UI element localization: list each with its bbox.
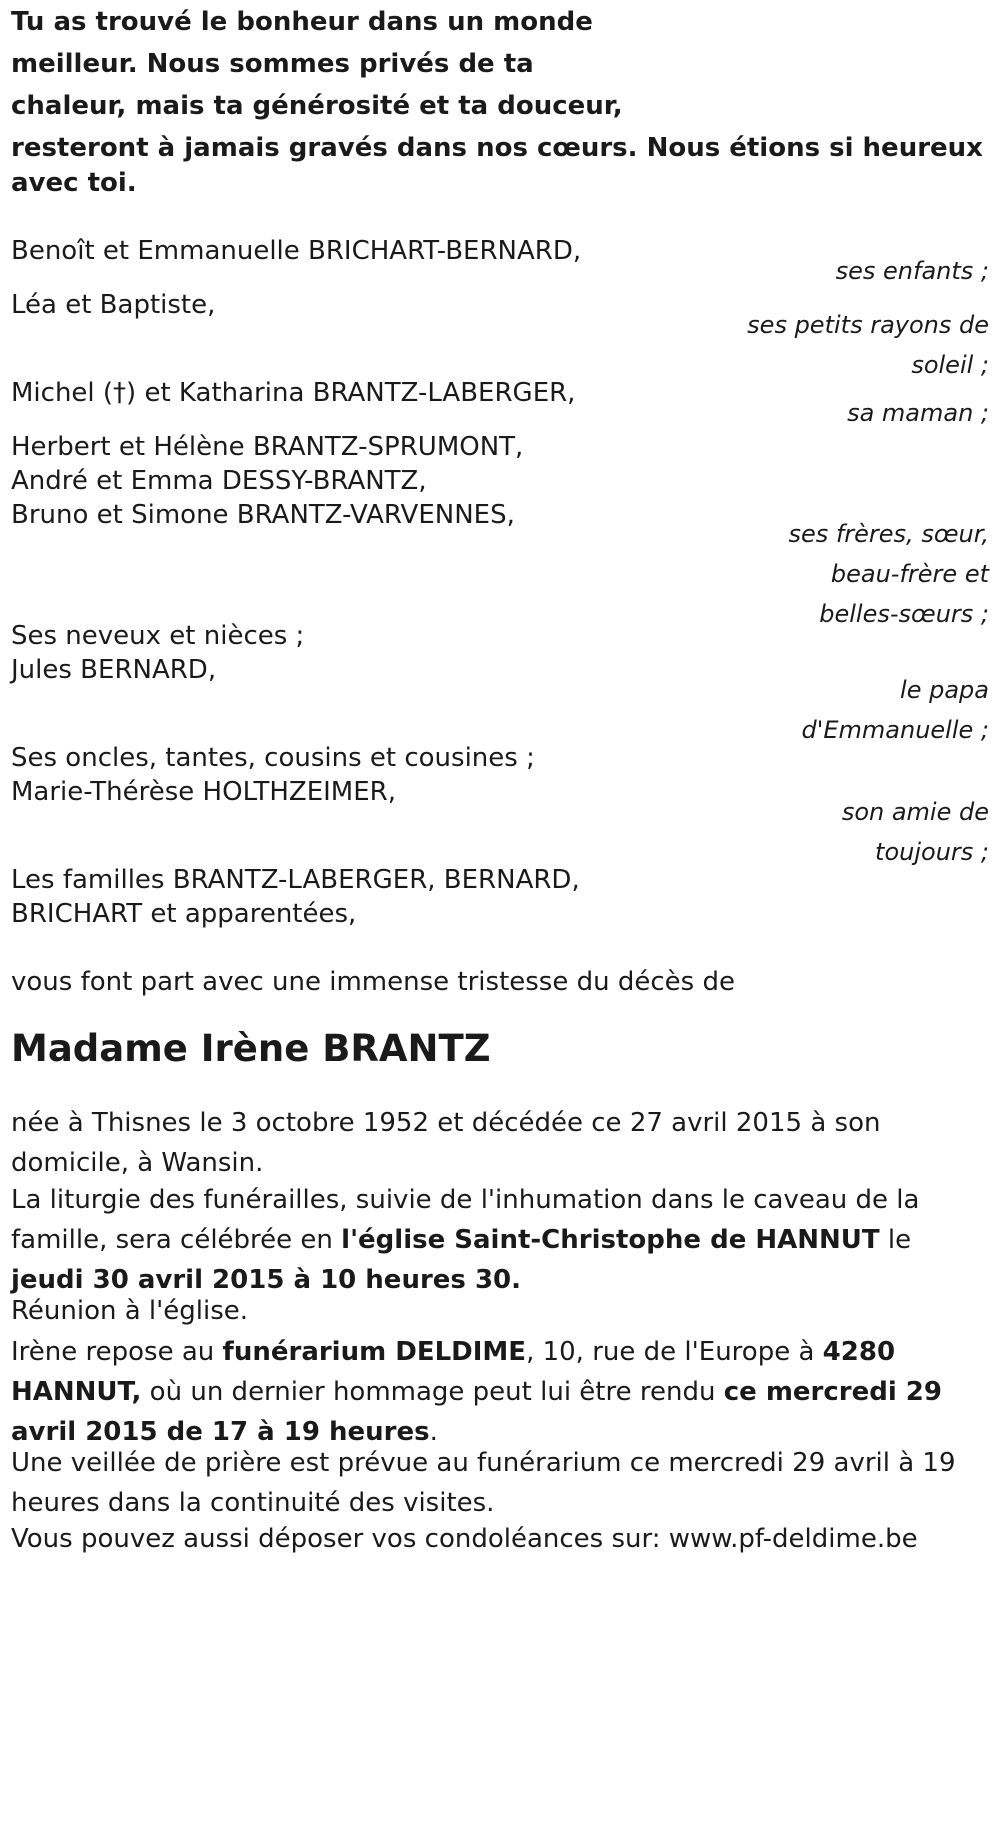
poem-line: chaleur, mais ta générosité et ta douceur, bbox=[11, 91, 623, 121]
visit-time: ce mercredi 29 avril 2015 de 17 à 19 heures bbox=[11, 1377, 942, 1447]
church-name: l'église Saint-Christophe de HANNUT bbox=[341, 1225, 880, 1255]
repose-city: 4280 HANNUT, bbox=[11, 1337, 896, 1407]
family-name: BRICHART et apparentées, bbox=[11, 899, 357, 929]
relation-line: belles-sœurs ; bbox=[819, 600, 989, 628]
family-name: Ses neveux et nièces ; bbox=[11, 621, 305, 651]
family-relation bbox=[729, 251, 989, 291]
family-name: Ses oncles, tantes, cousins et cousines ; bbox=[11, 743, 535, 773]
family-relation bbox=[729, 792, 989, 872]
family-name: Les familles BRANTZ-LABERGER, BERNARD, bbox=[11, 865, 580, 895]
family-relation bbox=[729, 514, 989, 634]
liturgy-paragraph bbox=[11, 1180, 989, 1300]
funeral-home: funérarium DELDIME bbox=[222, 1337, 527, 1367]
relation-line: le papa bbox=[900, 676, 989, 704]
relation-line: ses petits rayons de bbox=[747, 311, 989, 339]
relation-line: beau-frère et bbox=[830, 560, 989, 588]
condolences-paragraph: Vous pouvez aussi déposer vos condoléances sur: www.pf-deldime.be bbox=[11, 1524, 918, 1554]
family-relation bbox=[729, 305, 989, 385]
repose-text: où un dernier hommage peut lui être rendu bbox=[141, 1377, 724, 1407]
birth-death-paragraph: née à Thisnes le 3 octobre 1952 et décédée ce 27 avril 2015 à son domicile, à Wansin. bbox=[11, 1108, 881, 1178]
relation-line: soleil ; bbox=[911, 351, 989, 379]
relation-line: son amie de bbox=[841, 798, 989, 826]
family-name: Herbert et Hélène BRANTZ-SPRUMONT, bbox=[11, 432, 524, 462]
repose-text: Irène repose au bbox=[11, 1337, 223, 1367]
relation-line: toujours ; bbox=[875, 838, 989, 866]
relation-line: ses enfants ; bbox=[835, 257, 989, 285]
relation-line: d'Emmanuelle ; bbox=[801, 716, 989, 744]
family-name: André et Emma DESSY-BRANTZ, bbox=[11, 466, 427, 496]
repose-text: , 10, rue de l'Europe à bbox=[526, 1337, 823, 1367]
repose-text: . bbox=[429, 1417, 438, 1447]
liturgy-text: La liturgie des funérailles, suivie de l'inhumation dans le caveau de la famille, sera célébrée en bbox=[11, 1185, 920, 1255]
repose-paragraph bbox=[11, 1332, 989, 1452]
family-name: Léa et Baptiste, bbox=[11, 290, 216, 320]
liturgy-date: jeudi 30 avril 2015 à 10 heures 30. bbox=[11, 1265, 521, 1295]
relation-line: ses frères, sœur, bbox=[788, 520, 989, 548]
deceased-name: Madame Irène BRANTZ bbox=[11, 1027, 491, 1070]
vigil-paragraph: Une veillée de prière est prévue au funérarium ce mercredi 29 avril à 19 heures dans la continuité des visites. bbox=[11, 1448, 956, 1518]
family-name: Michel (†) et Katharina BRANTZ-LABERGER, bbox=[11, 378, 576, 408]
poem-line: avec toi. bbox=[11, 168, 137, 198]
poem-line: Tu as trouvé le bonheur dans un monde bbox=[11, 7, 593, 37]
family-name: Jules BERNARD, bbox=[11, 655, 217, 685]
reunion-paragraph: Réunion à l'église. bbox=[11, 1296, 249, 1326]
relation-line: sa maman ; bbox=[847, 399, 989, 427]
poem-line: resteront à jamais gravés dans nos cœurs. Nous étions si heureux bbox=[11, 133, 983, 163]
family-relation bbox=[729, 393, 989, 433]
family-name: Marie-Thérèse HOLTHZEIMER, bbox=[11, 777, 396, 807]
family-relation bbox=[729, 670, 989, 750]
liturgy-text: le bbox=[879, 1225, 912, 1255]
family-name: Benoît et Emmanuelle BRICHART-BERNARD, bbox=[11, 236, 582, 266]
family-name: Bruno et Simone BRANTZ-VARVENNES, bbox=[11, 500, 515, 530]
announcement: vous font part avec une immense tristesse du décès de bbox=[11, 967, 735, 997]
poem-line: meilleur. Nous sommes privés de ta bbox=[11, 49, 534, 79]
